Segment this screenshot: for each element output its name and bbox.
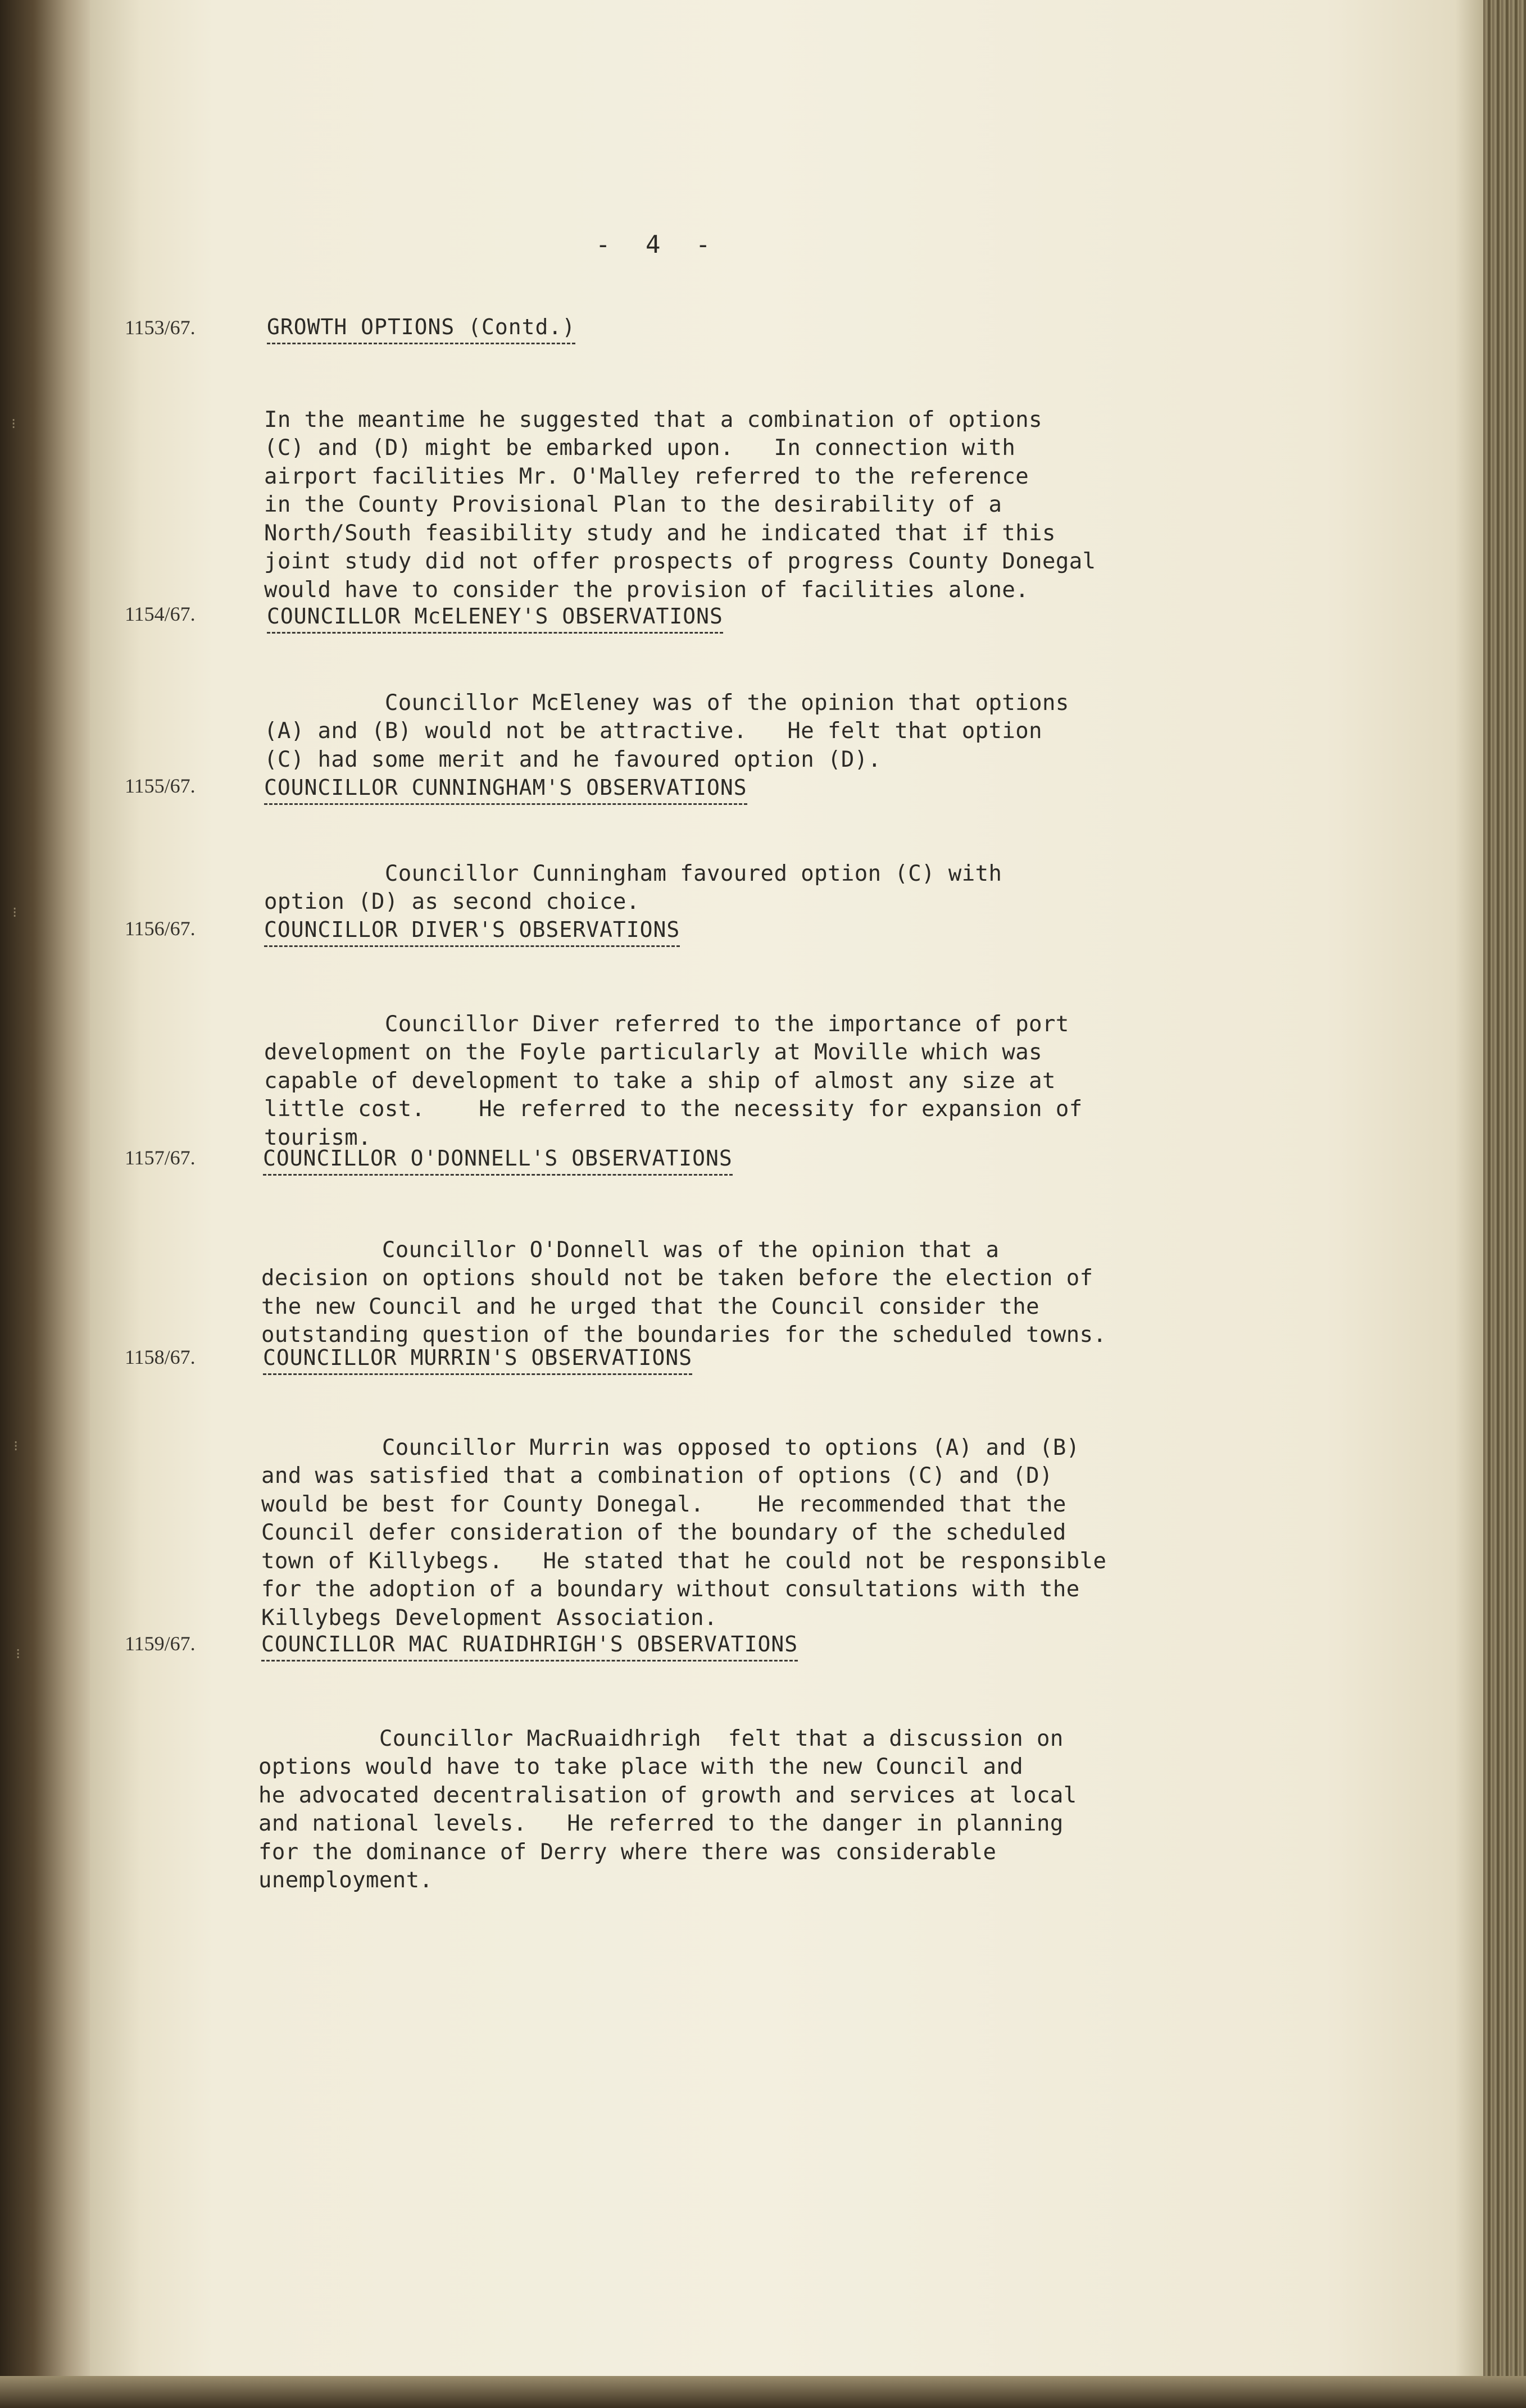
bleed-through-mark: ⁝ — [11, 416, 16, 433]
paragraph-line: would be best for County Donegal. He recommended that the — [261, 1491, 1066, 1517]
section-heading: COUNCILLOR O'DONNELL'S OBSERVATIONS — [263, 1146, 733, 1176]
page-number: - 4 - — [596, 230, 721, 259]
paragraph-line: outstanding question of the boundaries for the scheduled towns. — [261, 1322, 1107, 1348]
paragraph-line: Councillor MacRuaidhrigh felt that a discussion on — [258, 1726, 1064, 1751]
section-heading: COUNCILLOR McELENEY'S OBSERVATIONS — [267, 604, 723, 634]
paragraph-line: Councillor Cunningham favoured option (C) with — [264, 861, 1002, 886]
paragraph-line: would have to consider the provision of facilities alone. — [264, 577, 1029, 603]
bleed-through-mark: ⁝ — [13, 1438, 19, 1455]
paragraph-line: Council defer consideration of the boundary of the scheduled — [261, 1520, 1066, 1545]
paragraph-line: for the adoption of a boundary without consultations with the — [261, 1577, 1080, 1602]
paragraph-line: Councillor McEleney was of the opinion that options — [264, 690, 1069, 716]
document-page — [90, 0, 1483, 2377]
minute-number: 1155/67. — [125, 775, 196, 797]
paragraph-line: little cost. He referred to the necessity for expansion of — [264, 1096, 1083, 1122]
bleed-through-mark: ⁝ — [12, 904, 17, 921]
paragraph-line: joint study did not offer prospects of progress County Donegal — [264, 549, 1096, 574]
paragraph-line: options would have to take place with the new Council and — [258, 1754, 1024, 1779]
minute-number: 1159/67. — [125, 1632, 196, 1655]
paragraph-line: development on the Foyle particularly at Moville which was — [264, 1040, 1043, 1065]
paragraph-line: for the dominance of Derry where there was considerable — [258, 1839, 997, 1865]
paragraph-line: (C) had some merit and he favoured option (D). — [264, 746, 882, 772]
paragraph-line: and was satisfied that a combination of options (C) and (D) — [261, 1463, 1053, 1489]
paragraph-line: airport facilities Mr. O'Malley referred to the reference — [264, 463, 1029, 489]
paragraph-line: Councillor O'Donnell was of the opinion that a — [261, 1237, 1000, 1263]
minute-number: 1158/67. — [125, 1346, 196, 1368]
section-paragraph — [261, 1405, 1106, 1661]
paragraph-line: option (D) as second choice. — [264, 889, 640, 914]
minute-number: 1153/67. — [125, 316, 196, 339]
paragraph-line: tourism. — [264, 1125, 372, 1150]
paragraph-line: capable of development to take a ship of almost any size at — [264, 1068, 1056, 1094]
paragraph-line: (A) and (B) would not be attractive. He felt that option — [264, 718, 1043, 744]
book-edge-right — [1483, 0, 1526, 2408]
paragraph-line: he advocated decentralisation of growth and services at local — [258, 1782, 1077, 1808]
section-heading: COUNCILLOR DIVER'S OBSERVATIONS — [264, 917, 680, 947]
bleed-through-mark: ⁝ — [16, 1646, 21, 1663]
section-heading: COUNCILLOR CUNNINGHAM'S OBSERVATIONS — [264, 775, 747, 805]
paragraph-line: town of Killybegs. He stated that he could not be responsible — [261, 1548, 1107, 1574]
paragraph-line: and national levels. He referred to the danger in planning — [258, 1811, 1064, 1836]
book-edge-bottom — [0, 2376, 1526, 2408]
paragraph-line: Councillor Diver referred to the importance of port — [264, 1011, 1069, 1037]
paragraph-line: Killybegs Development Association. — [261, 1605, 717, 1631]
paragraph-line: the new Council and he urged that the Council consider the — [261, 1294, 1040, 1319]
paragraph-line: (C) and (D) might be embarked upon. In connection with — [264, 435, 1016, 461]
section-paragraph — [264, 377, 1096, 633]
section-heading: GROWTH OPTIONS (Contd.) — [267, 315, 575, 344]
paragraph-line: In the meantime he suggested that a combination of options — [264, 407, 1043, 433]
section-heading: COUNCILLOR MAC RUAIDHRIGH'S OBSERVATIONS — [261, 1632, 798, 1662]
section-heading: COUNCILLOR MURRIN'S OBSERVATIONS — [263, 1345, 692, 1375]
paragraph-line: Councillor Murrin was opposed to options (A) and (B) — [261, 1435, 1080, 1460]
section-paragraph — [258, 1696, 1077, 1923]
minute-number: 1156/67. — [125, 917, 196, 940]
paragraph-line: decision on options should not be taken before the election of — [261, 1266, 1093, 1291]
minute-number: 1154/67. — [125, 603, 196, 625]
paragraph-line: unemployment. — [258, 1868, 433, 1893]
paragraph-line: North/South feasibility study and he indicated that if this — [264, 520, 1056, 546]
minute-number: 1157/67. — [125, 1146, 196, 1169]
paragraph-line: in the County Provisional Plan to the desirability of a — [264, 492, 1002, 517]
